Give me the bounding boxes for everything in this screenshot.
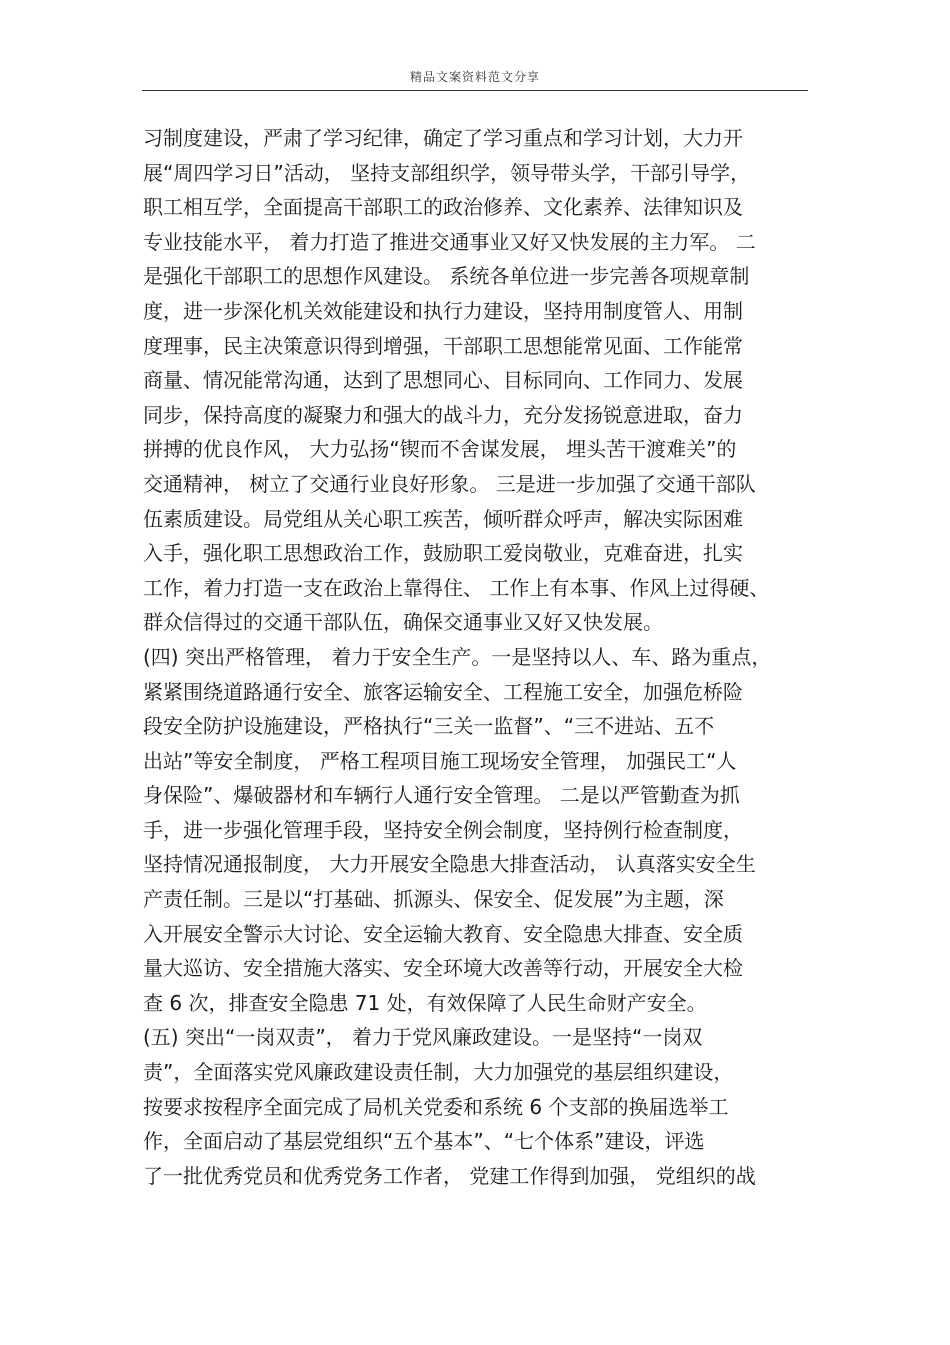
text-line: 量大巡访、安全措施大落实、安全环境大改善等行动，开展安全大检 (143, 956, 743, 981)
text-line: 同步，保持高度的凝聚力和强大的战斗力，充分发扬锐意进取，奋力 (143, 402, 743, 427)
text-line: 是强化干部职工的思想作风建设。 系统各单位进一步完善各项规章制 (143, 264, 750, 289)
document-body (143, 121, 808, 1193)
text-line: 段安全防护设施建设，严格执行“三关一监督”、“三不进站、五不 (143, 714, 715, 739)
text-line: 度，进一步深化机关效能建设和执行力建设，坚持用制度管人、用制 (143, 298, 743, 323)
section-heading-line: (四) 突出严格管理， 着力于安全生产。一是坚持以人、车、路为重点， (143, 644, 772, 669)
text-line: 度理事，民主决策意识得到增强，干部职工思想能常见面、工作能常 (143, 333, 743, 358)
page-header: 精品文案资料范文分享 (409, 70, 540, 84)
text-line: 查 6 次，排查安全隐患 71 处，有效保障了人民生命财产安全。 (143, 990, 707, 1015)
text-line: 习制度建设，严肃了学习纪律，确定了学习重点和学习计划，大力开 (143, 126, 743, 150)
text-line: 按要求按程序全面完成了局机关党委和系统 6 个支部的换届选举工 (143, 1094, 729, 1119)
text-line: 展“周四学习日”活动， 坚持支部组织学，领导带头学，干部引导学， (143, 160, 751, 185)
text-line: 入开展安全警示大讨论、安全运输大教育、安全隐患大排查、安全质 (143, 921, 743, 946)
text-line: 坚持情况通报制度， 大力开展安全隐患大排查活动， 认真落实安全生 (143, 852, 756, 877)
text-line: 工作，着力打造一支在政治上靠得住、 工作上有本事、作风上过得硬、 (143, 575, 770, 600)
text-line: 职工相互学，全面提高干部职工的政治修养、文化素养、法律知识及 (143, 195, 743, 220)
text-line: 交通精神， 树立了交通行业良好形象。 三是进一步加强了交通干部队 (143, 471, 756, 496)
text-line: 群众信得过的交通干部队伍，确保交通事业又好又快发展。 (143, 610, 663, 635)
text-line: 商量、情况能常沟通，达到了思想同心、目标同向、工作同力、发展 (143, 368, 743, 393)
text-line: 伍素质建设。局党组从关心职工疾苦，倾听群众呼声，解决实际困难 (143, 506, 743, 531)
text-line: 入手，强化职工思想政治工作，鼓励职工爱岗敬业，克难奋进，扎实 (143, 541, 743, 566)
text-line: 产责任制。三是以“打基础、抓源头、保安全、促发展”为主题，深 (143, 887, 724, 912)
text-line: 拼搏的优良作风， 大力弘扬“锲而不舍谋发展， 埋头苦干渡难关”的 (143, 437, 737, 462)
text-line: 出站”等安全制度， 严格工程项目施工现场安全管理， 加强民工“人 (143, 748, 737, 773)
text-line: 责”，全面落实党风廉政建设责任制，大力加强党的基层组织建设， (143, 1060, 734, 1085)
text-line: 手，进一步强化管理手段，坚持安全例会制度，坚持例行检查制度， (143, 817, 743, 842)
section-heading-line: (五) 突出“一岗双责”， 着力于党风廉政建设。一是坚持“一岗双 (143, 1025, 703, 1050)
text-line: 了一批优秀党员和优秀党务工作者， 党建工作得到加强， 党组织的战 (143, 1163, 756, 1188)
text-line: 专业技能水平， 着力打造了推进交通事业又好又快发展的主力军。 二 (143, 229, 756, 254)
header-divider (142, 90, 808, 91)
text-line: 紧紧围绕道路通行安全、旅客运输安全、工程施工安全，加强危桥险 (143, 679, 743, 704)
text-line: 作，全面启动了基层党组织“五个基本”、“七个体系”建设，评选 (143, 1129, 705, 1154)
text-line: 身保险”、爆破器材和车辆行人通行安全管理。 二是以严管勤查为抓 (143, 783, 740, 808)
